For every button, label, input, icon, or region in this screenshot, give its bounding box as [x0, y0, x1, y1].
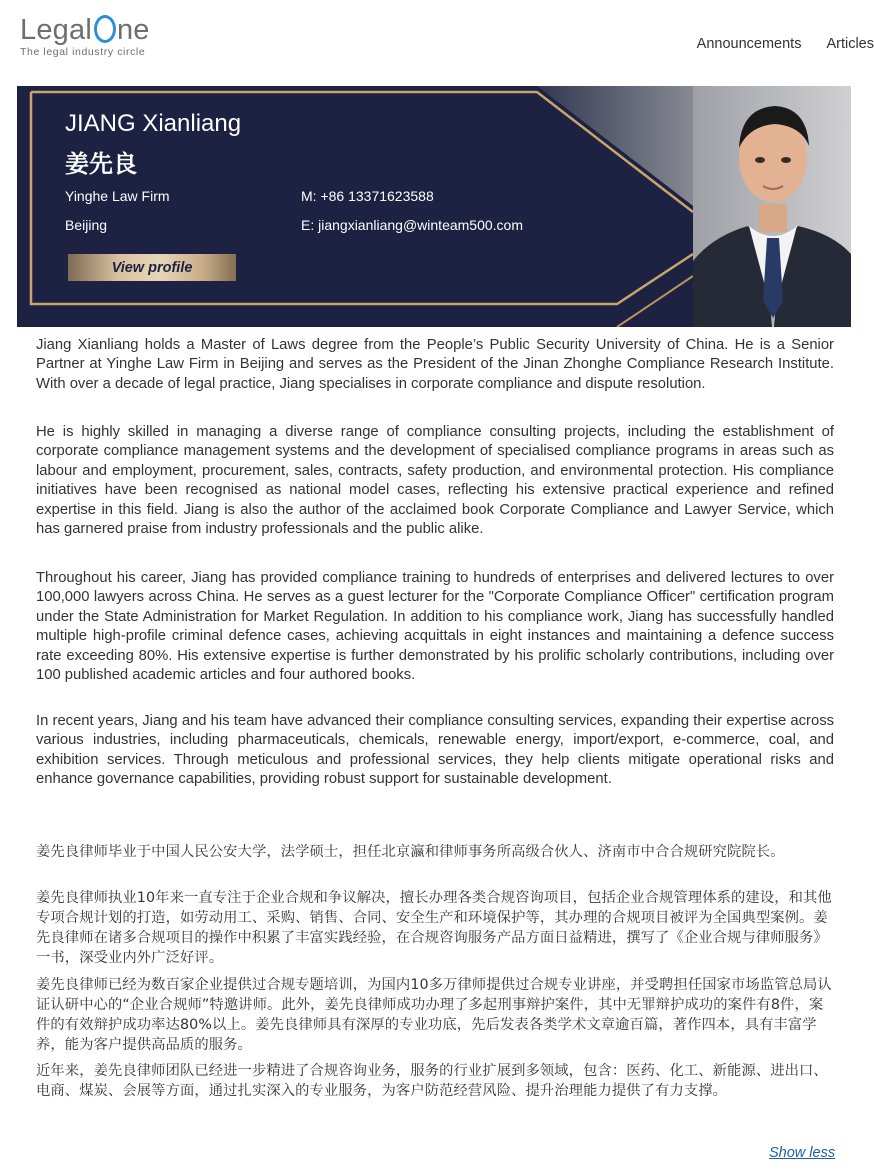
bio-zh-paragraph-3: 姜先良律师已经为数百家企业提供过合规专题培训，为国内10多万律师提供过合规专业讲座，并受聘担任国家市场监管总局认证认研中心的“企业合规师”特邀讲师。此外，姜先良律师成功办理了多起刑事辩护案件，其中无罪辩护成功的案件有8件，案件的有效辩护成功率达80%以上。姜先良律师具有深厚的专业功底，先后发表各类学术文章逾百篇，著作四本，具有丰富学养，能为客户提供高品质的服务。	[36, 977, 832, 1053]
bio-en-paragraph-2: He is highly skilled in managing a diverse range of compliance consulting projects, including the establishment of corporate compliance management systems and the development of specialised compliance programs in areas such as labour and employment, procurement, sales, contracts, safety production, and environmental protection. His compliance initiatives have been recognised as national model cases, reflecting his extensive practical experience and refined expertise in this field. Jiang is also the author of the acclaimed book Corporate Compliance and Lawyer Service, which has garnered praise from industry professionals and the public alike.	[36, 424, 834, 538]
show-less-link[interactable]: Show less	[769, 1145, 836, 1161]
bio-zh-paragraph-4: 近年来，姜先良律师团队已经进一步精进了合规咨询业务，服务的行业扩展到多领域，包含：医药、化工、新能源、进出口、电商、煤炭、会展等方面，通过扎实深入的专业服务，为客户防范经营风险、提升治理能力提供了有力支撑。	[36, 1063, 828, 1099]
profile-name-en: JIANG Xianliang	[65, 110, 242, 137]
view-profile-label: View profile	[111, 259, 193, 276]
legalone-logo[interactable]	[20, 12, 150, 58]
profile-email[interactable]: E: jiangxianliang@winteam500.com	[301, 217, 523, 233]
top-nav	[697, 36, 874, 52]
logo-text-ne: ne	[116, 14, 150, 46]
view-profile-button[interactable]	[68, 254, 236, 281]
logo-o-ring	[94, 15, 116, 43]
nav-announcements[interactable]: Announcements	[696, 36, 802, 52]
nav-articles[interactable]: Articles	[826, 36, 874, 52]
bio-zh-paragraph-2: 姜先良律师执业10年来一直专注于企业合规和争议解决，擅长办理各类合规咨询项目，包括企业合规管理体系的建设，和其他专项合规计划的打造，如劳动用工、采购、销售、合同、安全生产和环境保护等，其办理的合规项目被评为全国典型案例。姜先良律师在诸多合规项目的操作中积累了丰富实践经验，在合规咨询服务产品方面日益精进，撰写了《企业合规与律师服务》一书，深受业内外广泛好评。	[36, 890, 832, 966]
bio-en-paragraph-4: In recent years, Jiang and his team have advanced their compliance consulting services, expanding their expertise across various industries, including pharmaceuticals, chemicals, renewable energy, import/export, e-commerce, coal, and exhibition services. Through meticulous and professional services, they help clients mitigate operational risks and enhance governance capabilities, providing robust support for sustainable development.	[36, 713, 834, 788]
profile-banner	[17, 86, 851, 327]
logo-tagline: The legal industry circle	[20, 46, 146, 58]
logo-wordmark	[20, 12, 150, 48]
bio-zh-paragraph-1: 姜先良律师毕业于中国人民公安大学，法学硕士，担任北京瀛和律师事务所高级合伙人、济南市中合合规研究院院长。	[36, 844, 785, 860]
logo-text-legal: Legal	[20, 14, 92, 46]
profile-name-zh: 姜先良	[65, 150, 137, 178]
bio-en-paragraph-1: Jiang Xianliang holds a Master of Laws degree from the People’s Public Security University of China. He is a Senior Partner at Yinghe Law Firm in Beijing and serves as the President of the Jinan Zhonghe Compliance Research Institute. With over a decade of legal practice, Jiang specialises in corporate compliance and dispute resolution.	[36, 337, 834, 392]
bio-en-paragraph-3: Throughout his career, Jiang has provided compliance training to hundreds of enterprises and delivered lectures to over 100,000 lawyers across China. He serves as a guest lecturer for the "Corporate Compliance Officer" certification program under the State Administration for Market Regulation. In addition to his compliance work, Jiang has successfully handled multiple high-profile criminal defence cases, achieving acquittals in eight instances and maintaining a defence success rate exceeding 80%. His extensive expertise is further demonstrated by his prolific scholarly contributions, including over 100 published academic articles and four authored books.	[36, 570, 834, 684]
profile-mobile[interactable]: M: +86 13371623588	[301, 188, 434, 204]
profile-firm: Yinghe Law Firm	[65, 188, 170, 204]
profile-city: Beijing	[65, 217, 108, 233]
top-bar	[0, 0, 874, 80]
portrait-photo	[693, 86, 851, 327]
